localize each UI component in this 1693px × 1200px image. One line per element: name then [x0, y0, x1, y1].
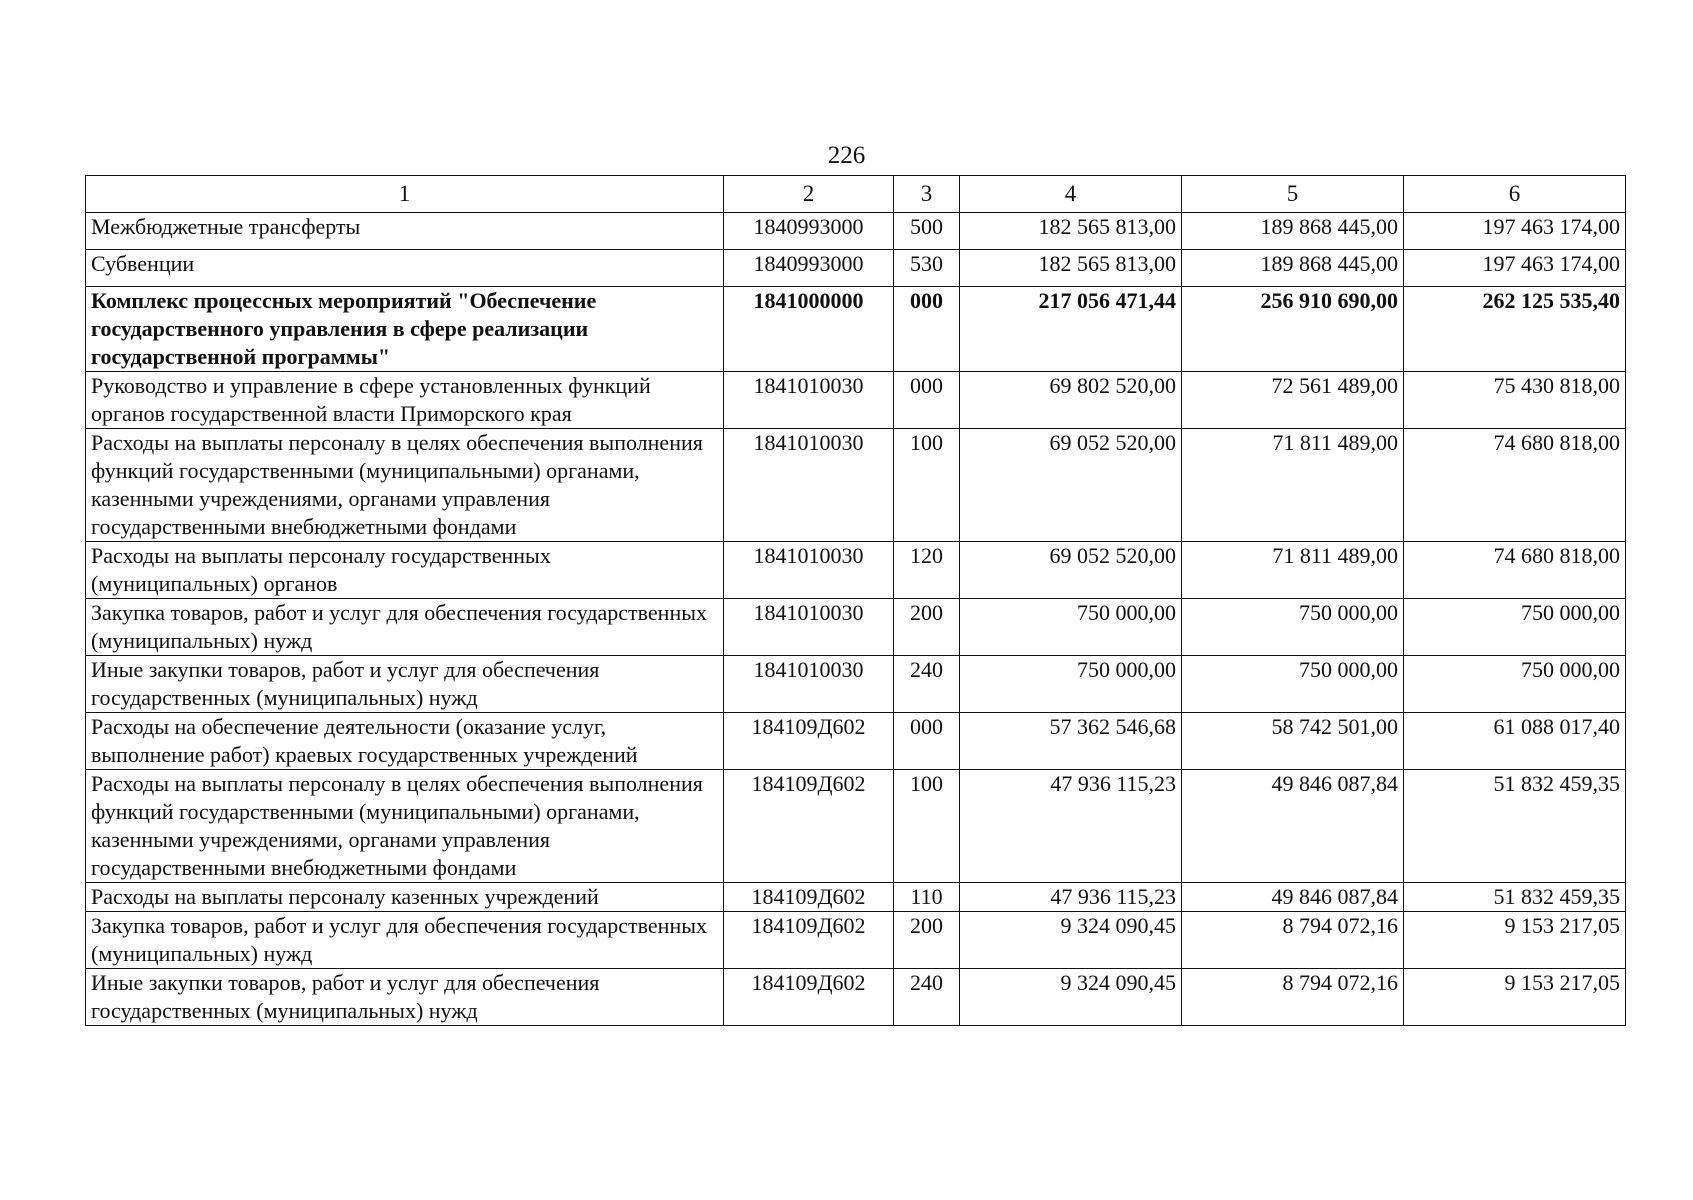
row-value-col5-cell: 49 846 087,84: [1182, 883, 1404, 912]
row-value-col5-cell: 8 794 072,16: [1182, 969, 1404, 1026]
row-value-col6-cell: 74 680 818,00: [1404, 429, 1626, 542]
table-row: [86, 250, 1626, 287]
row-value-col6-cell: 9 153 217,05: [1404, 912, 1626, 969]
row-value-col6-cell: 74 680 818,00: [1404, 542, 1626, 599]
row-name-cell: Расходы на выплаты персоналу казенных учреждений: [86, 883, 724, 912]
row-type-cell: 000: [894, 713, 960, 770]
row-value-col6-cell: 51 832 459,35: [1404, 770, 1626, 883]
row-name-cell: Расходы на обеспечение деятельности (оказание услуг, выполнение работ) краевых государственных учреждений: [86, 713, 724, 770]
row-type-cell: 500: [894, 213, 960, 250]
row-value-col4-cell: 69 802 520,00: [960, 372, 1182, 429]
table-body: [86, 213, 1626, 1026]
row-type-cell: 200: [894, 599, 960, 656]
row-value-col5-cell: 71 811 489,00: [1182, 542, 1404, 599]
row-name-cell: Закупка товаров, работ и услуг для обеспечения государственных (муниципальных) нужд: [86, 599, 724, 656]
row-value-col4-cell: 182 565 813,00: [960, 250, 1182, 287]
row-value-col5-cell: 72 561 489,00: [1182, 372, 1404, 429]
table-row: [86, 287, 1626, 372]
row-value-col6-cell: 51 832 459,35: [1404, 883, 1626, 912]
row-value-col5-cell: 750 000,00: [1182, 656, 1404, 713]
row-name-cell: Межбюджетные трансферты: [86, 213, 724, 250]
row-value-col4-cell: 217 056 471,44: [960, 287, 1182, 372]
row-value-col5-cell: 189 868 445,00: [1182, 213, 1404, 250]
row-code-cell: 1840993000: [724, 250, 894, 287]
row-value-col5-cell: 8 794 072,16: [1182, 912, 1404, 969]
row-value-col4-cell: 9 324 090,45: [960, 969, 1182, 1026]
row-value-col4-cell: 47 936 115,23: [960, 770, 1182, 883]
row-code-cell: 184109Д602: [724, 770, 894, 883]
row-value-col6-cell: 262 125 535,40: [1404, 287, 1626, 372]
row-code-cell: 184109Д602: [724, 883, 894, 912]
table-row: [86, 213, 1626, 250]
row-name-cell: Комплекс процессных мероприятий "Обеспечение государственного управления в сфере реализации государственной программы": [86, 287, 724, 372]
row-type-cell: 240: [894, 969, 960, 1026]
row-name-cell: Иные закупки товаров, работ и услуг для обеспечения государственных (муниципальных) нужд: [86, 656, 724, 713]
row-value-col4-cell: 750 000,00: [960, 656, 1182, 713]
row-name-cell: Закупка товаров, работ и услуг для обеспечения государственных (муниципальных) нужд: [86, 912, 724, 969]
row-value-col6-cell: 75 430 818,00: [1404, 372, 1626, 429]
row-value-col4-cell: 182 565 813,00: [960, 213, 1182, 250]
row-value-col4-cell: 69 052 520,00: [960, 429, 1182, 542]
column-header-5: 5: [1182, 176, 1404, 213]
row-value-col6-cell: 197 463 174,00: [1404, 213, 1626, 250]
row-type-cell: 000: [894, 287, 960, 372]
row-code-cell: 1841000000: [724, 287, 894, 372]
row-value-col5-cell: 256 910 690,00: [1182, 287, 1404, 372]
row-type-cell: 000: [894, 372, 960, 429]
column-header-4: 4: [960, 176, 1182, 213]
table-row: [86, 429, 1626, 542]
table-row: [86, 713, 1626, 770]
row-name-cell: Расходы на выплаты персоналу в целях обеспечения выполнения функций государственными (муниципальными) органами, казенными учреждениями, органами управления государственными внебюджетными фондами: [86, 770, 724, 883]
row-code-cell: 1841010030: [724, 429, 894, 542]
table-row: [86, 770, 1626, 883]
table-row: [86, 656, 1626, 713]
row-code-cell: 1841010030: [724, 372, 894, 429]
row-type-cell: 240: [894, 656, 960, 713]
row-code-cell: 1841010030: [724, 656, 894, 713]
column-header-3: 3: [894, 176, 960, 213]
row-code-cell: 184109Д602: [724, 912, 894, 969]
column-header-2: 2: [724, 176, 894, 213]
row-value-col5-cell: 750 000,00: [1182, 599, 1404, 656]
table-row: [86, 599, 1626, 656]
row-name-cell: Расходы на выплаты персоналу в целях обеспечения выполнения функций государственными (муниципальными) органами, казенными учреждениями, органами управления государственными внебюджетными фондами: [86, 429, 724, 542]
budget-table: [85, 175, 1626, 1026]
row-value-col6-cell: 61 088 017,40: [1404, 713, 1626, 770]
page-number: 226: [827, 142, 866, 169]
column-header-1: 1: [86, 176, 724, 213]
header-row: [86, 176, 1626, 213]
row-value-col4-cell: 750 000,00: [960, 599, 1182, 656]
row-value-col4-cell: 47 936 115,23: [960, 883, 1182, 912]
table-row: [86, 912, 1626, 969]
row-name-cell: Руководство и управление в сфере установленных функций органов государственной власти Приморского края: [86, 372, 724, 429]
table-row: [86, 969, 1626, 1026]
column-header-6: 6: [1404, 176, 1626, 213]
row-code-cell: 1840993000: [724, 213, 894, 250]
row-type-cell: 100: [894, 429, 960, 542]
row-code-cell: 184109Д602: [724, 713, 894, 770]
row-code-cell: 1841010030: [724, 542, 894, 599]
row-name-cell: Субвенции: [86, 250, 724, 287]
row-type-cell: 120: [894, 542, 960, 599]
row-value-col6-cell: 750 000,00: [1404, 599, 1626, 656]
row-value-col5-cell: 49 846 087,84: [1182, 770, 1404, 883]
row-value-col6-cell: 197 463 174,00: [1404, 250, 1626, 287]
row-value-col5-cell: 58 742 501,00: [1182, 713, 1404, 770]
row-value-col6-cell: 9 153 217,05: [1404, 969, 1626, 1026]
table-row: [86, 372, 1626, 429]
row-value-col4-cell: 69 052 520,00: [960, 542, 1182, 599]
row-value-col5-cell: 71 811 489,00: [1182, 429, 1404, 542]
row-type-cell: 200: [894, 912, 960, 969]
row-type-cell: 110: [894, 883, 960, 912]
row-code-cell: 1841010030: [724, 599, 894, 656]
row-value-col5-cell: 189 868 445,00: [1182, 250, 1404, 287]
table-row: [86, 883, 1626, 912]
row-type-cell: 530: [894, 250, 960, 287]
row-name-cell: Иные закупки товаров, работ и услуг для обеспечения государственных (муниципальных) нужд: [86, 969, 724, 1026]
table-row: [86, 542, 1626, 599]
row-value-col6-cell: 750 000,00: [1404, 656, 1626, 713]
row-value-col4-cell: 9 324 090,45: [960, 912, 1182, 969]
row-name-cell: Расходы на выплаты персоналу государственных (муниципальных) органов: [86, 542, 724, 599]
row-code-cell: 184109Д602: [724, 969, 894, 1026]
row-type-cell: 100: [894, 770, 960, 883]
row-value-col4-cell: 57 362 546,68: [960, 713, 1182, 770]
